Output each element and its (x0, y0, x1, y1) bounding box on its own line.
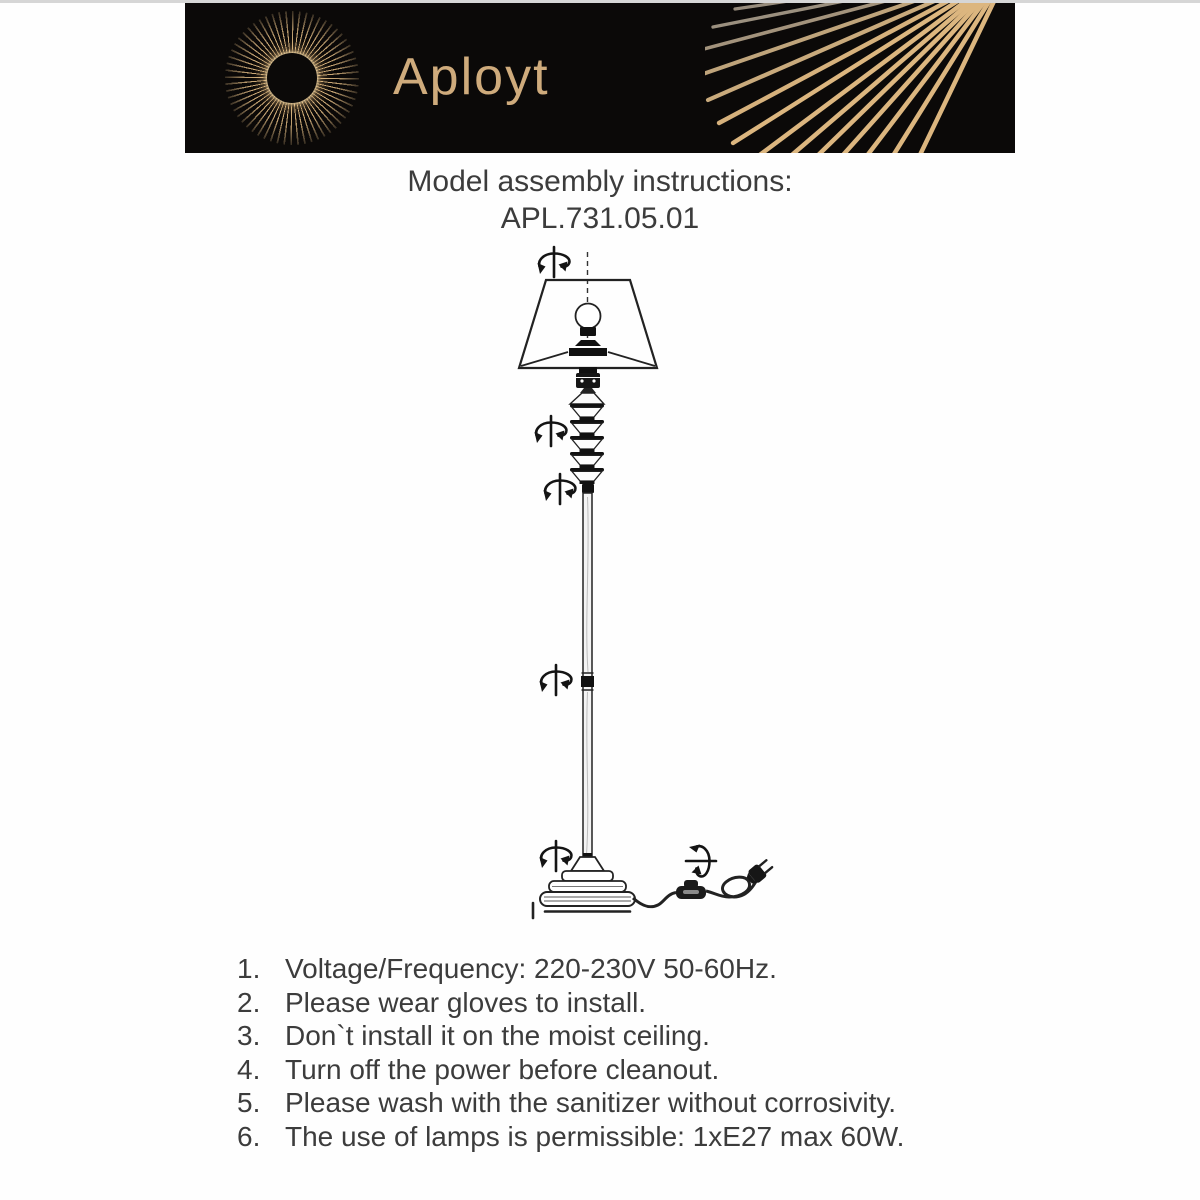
model-number: APL.731.05.01 (500, 202, 700, 235)
item-text: Please wear gloves to install. (285, 986, 647, 1018)
instruction-item-6 (237, 1120, 1200, 1154)
brand-header (185, 3, 1015, 153)
item-text: The use of lamps is permissible: 1xE27 max 60W. (285, 1120, 905, 1152)
item-number: 5. (237, 1087, 261, 1118)
lamp-assembly-diagram (500, 244, 800, 944)
rotation-icon (535, 416, 567, 446)
rotation-icon (544, 474, 576, 504)
item-text: Voltage/Frequency: 220-230V 50-60Hz. (285, 953, 777, 984)
sunburst-logo-icon (225, 11, 359, 145)
rotation-icon (538, 247, 570, 277)
header-rays-icon (705, 3, 1015, 153)
switch-icon (676, 880, 706, 899)
item-number: 2. (237, 986, 261, 1018)
rotation-icon (540, 665, 572, 695)
power-cord (633, 893, 676, 907)
page-title (0, 163, 1200, 237)
item-text: Please wash with the sanitizer without corrosivity. (285, 1087, 897, 1118)
item-text: Don`t install it on the moist ceiling. (285, 1020, 710, 1051)
decorative-disc-column (570, 404, 604, 493)
brand-name: Aployt (393, 48, 550, 106)
lamp-base (540, 853, 635, 906)
item-number: 3. (237, 1020, 261, 1051)
item-text: Turn off the power before cleanout. (285, 1053, 720, 1085)
rotation-icon (540, 841, 572, 871)
bulb-icon (576, 304, 601, 337)
instruction-list (0, 952, 1200, 1153)
instruction-item-1 (237, 952, 1200, 986)
title-line1: Model assembly instructions: (407, 165, 793, 198)
rotation-icon (686, 845, 716, 877)
instruction-item-2 (237, 986, 1200, 1020)
item-number: 4. (237, 1053, 261, 1085)
lamp-socket (570, 367, 604, 404)
shade-spider-fitting (575, 340, 601, 346)
item-number: 6. (237, 1120, 261, 1152)
instruction-item-5 (237, 1086, 1200, 1120)
item-number: 1. (237, 953, 261, 984)
instruction-item-3 (237, 1019, 1200, 1053)
instruction-item-4 (237, 1053, 1200, 1087)
lamp-pole (581, 493, 594, 859)
